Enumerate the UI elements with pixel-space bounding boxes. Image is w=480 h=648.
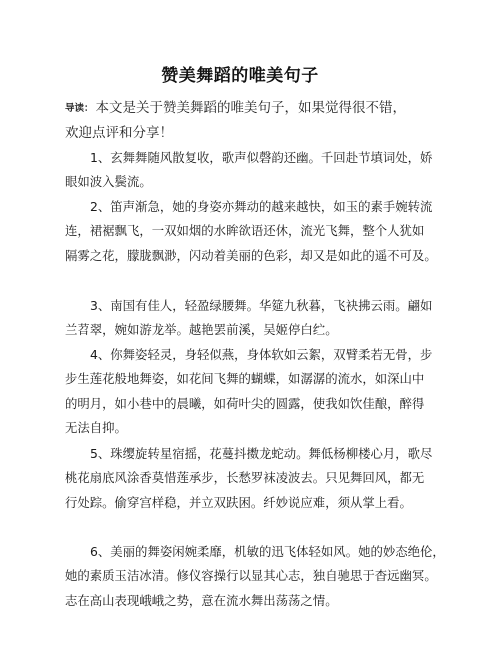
paragraph-line: 隔雾之花，朦胧飘渺，闪动着美丽的色彩，却又是如此的遥不可及。 — [65, 247, 437, 263]
lead-label: 导读： — [65, 103, 94, 114]
paragraph-4 — [65, 343, 450, 440]
paragraph-line: 步生莲花般地舞姿，如花间飞舞的蝴蝶，如潺潺的流水，如深山中 — [65, 371, 425, 387]
paragraph-line: 5、珠缨旋转星宿摇，花蔓抖擞龙蛇动。舞低杨柳楼心月，歌尽 — [90, 446, 433, 461]
paragraph-line: 桃花扇底风涂香莫惜莲承步，长愁罗袜凌波去。只见舞回风，都无 — [65, 470, 425, 486]
paragraph-line: 的明月，如小巷中的晨曦，如荷叶尖的圆露，使我如饮佳酿，醉得 — [65, 395, 425, 411]
paragraph-line: 6、美丽的舞姿闲婉柔靡，机敏的迅飞体轻如风。她的妙态绝伦， — [90, 544, 445, 559]
lead-line: 本文是关于赞美舞蹈的唯美句子，如果觉得很不错， — [95, 100, 407, 116]
paragraph-line: 兰苕翠，婉如游龙举。越艳罢前溪，吴姬停白纻。 — [65, 322, 338, 338]
paragraph-line: 1、玄舞舞随风散复收，歌声似磬韵还幽。千回赴节填词处，娇 — [90, 150, 433, 165]
paragraph-6 — [65, 540, 450, 613]
paragraph-5 — [65, 442, 450, 515]
paragraph-line: 4、你舞姿轻灵，身轻似燕，身体软如云絮，双臂柔若无骨，步 — [90, 347, 433, 362]
paragraph-line: 连，裙裾飘飞，一双如烟的水眸欲语还休，流光飞舞，整个人犹如 — [65, 223, 425, 239]
lead-line: 欢迎点评和分享！ — [65, 125, 173, 141]
document-title: 赞美舞蹈的唯美句子 — [161, 66, 319, 86]
lead-paragraph — [65, 96, 445, 146]
paragraph-3 — [65, 294, 450, 343]
paragraph-line: 眼如波入鬓流。 — [65, 174, 152, 190]
paragraph-line: 无法自抑。 — [65, 419, 127, 435]
paragraph-line: 3、南国有佳人，轻盈绿腰舞。华筵九秋暮，飞袂拂云雨。翩如 — [90, 298, 433, 313]
paragraph-line: 2、笛声渐急，她的身姿亦舞动的越来越快，如玉的素手婉转流 — [90, 199, 433, 214]
paragraph-line: 行处踪。偷穿宫样稳，并立双趺困。纤妙说应难，须从掌上看。 — [65, 494, 412, 510]
paragraph-line: 志在高山表现峨峨之势，意在流水舞出荡荡之情。 — [65, 592, 338, 608]
paragraph-2 — [65, 195, 450, 268]
paragraph-1 — [65, 146, 450, 195]
paragraph-line: 她的素质玉洁冰清。修仪容操行以显其心志，独自驰思于杳远幽冥。 — [65, 568, 437, 584]
